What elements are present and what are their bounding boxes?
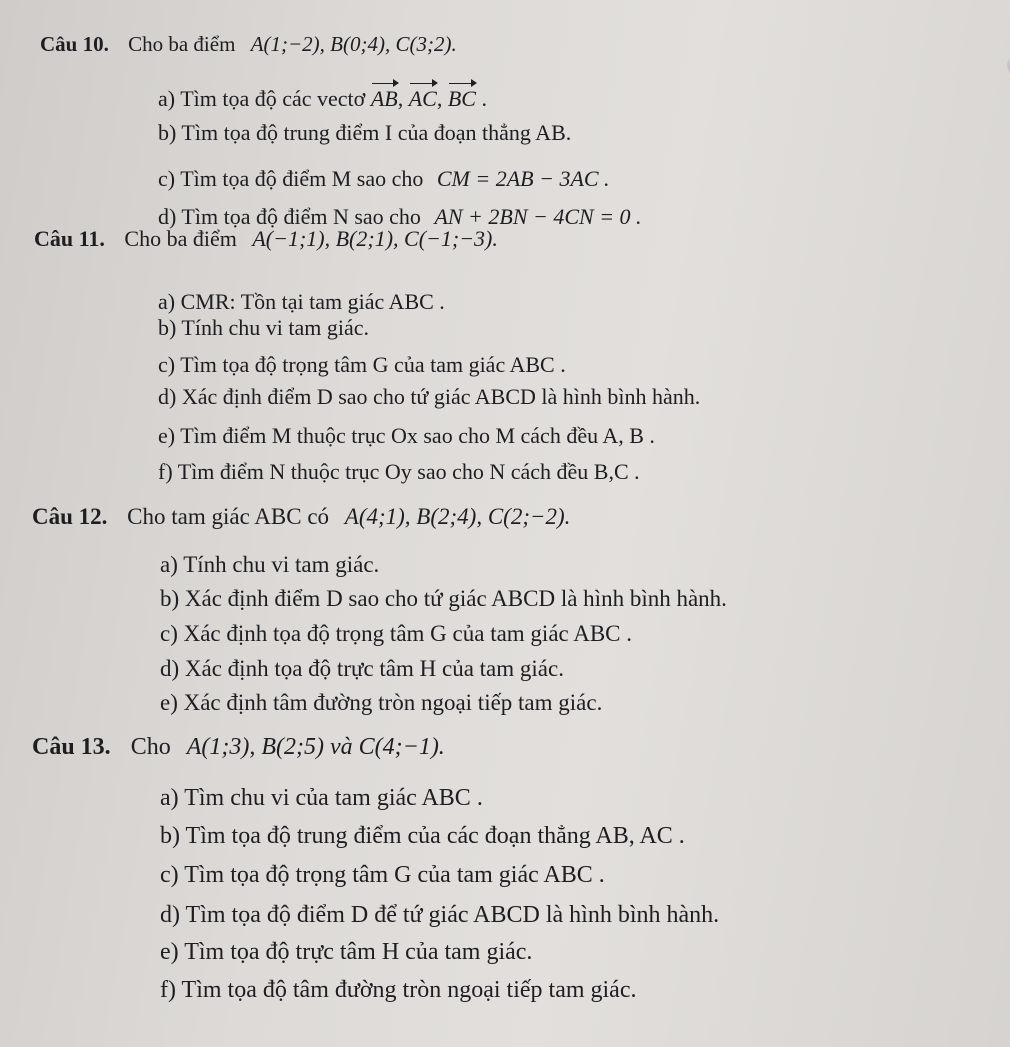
q10-c xyxy=(158,165,610,193)
q13-item: e) Tìm tọa độ trực tâm H của tam giác. xyxy=(160,939,533,965)
q12-item: a) Tính chu vi tam giác. xyxy=(160,552,380,577)
q12-title: Câu 12. xyxy=(32,504,108,529)
q12-intro: Cho tam giác ABC có xyxy=(127,504,330,529)
q11-item: d) Xác định điểm D sao cho tứ giác ABCD là hình bình hành. xyxy=(158,384,701,409)
q13-item: b) Tìm tọa độ trung điểm của các đoạn thẳng AB, AC . xyxy=(160,823,685,849)
q11-header xyxy=(34,225,498,253)
q11-item: e) Tìm điểm M thuộc trục Ox sao cho M cách đều A, B . xyxy=(158,423,655,448)
q13-item: d) Tìm tọa độ điểm D để tứ giác ABCD là hình bình hành. xyxy=(160,902,720,928)
q12-header xyxy=(32,503,570,531)
q10-d-expr: AN + 2BN − 4CN = 0 . xyxy=(434,204,642,229)
q13-item: c) Tìm tọa độ trọng tâm G của tam giác ABC . xyxy=(160,862,605,888)
q12-item: d) Xác định tọa độ trực tâm H của tam giác. xyxy=(160,656,564,681)
q12-item: c) Xác định tọa độ trọng tâm G của tam giác ABC . xyxy=(160,621,633,646)
q10-points: A(1;−2), B(0;4), C(3;2). xyxy=(250,32,457,56)
vector-bc: BC xyxy=(447,86,476,111)
q10-a-text: a) Tìm tọa độ các vectơ xyxy=(158,86,366,111)
q10-b: b) Tìm tọa độ trung điểm I của đoạn thẳng AB. xyxy=(158,120,572,145)
q11-item: a) CMR: Tồn tại tam giác ABC . xyxy=(158,289,445,314)
q13-intro: Cho xyxy=(130,734,171,760)
q11-item: c) Tìm tọa độ trọng tâm G của tam giác ABC . xyxy=(158,352,566,377)
q13-item: f) Tìm tọa độ tâm đường tròn ngoại tiếp tam giác. xyxy=(160,977,637,1003)
q13-item: a) Tìm chu vi của tam giác ABC . xyxy=(160,785,483,811)
q10-intro: Cho ba điểm xyxy=(128,32,236,56)
q13-title: Câu 13. xyxy=(32,734,111,760)
q10-title: Câu 10. xyxy=(40,32,109,56)
q11-title: Câu 11. xyxy=(34,226,105,251)
q13-header xyxy=(32,733,445,761)
vector-ac: AC xyxy=(408,86,437,111)
q11-item: b) Tính chu vi tam giác. xyxy=(158,315,369,340)
q10-a: a) Tìm tọa độ các vectơ AB, AC, BC . xyxy=(158,86,487,111)
q10-c-text: c) Tìm tọa độ điểm M sao cho xyxy=(158,166,424,191)
q10-d-text: d) Tìm tọa độ điểm N sao cho xyxy=(158,204,421,229)
q11-intro: Cho ba điểm xyxy=(124,226,237,251)
q12-item: e) Xác định tâm đường tròn ngoại tiếp tam giác. xyxy=(160,690,603,715)
q13-points: A(1;3), B(2;5) và C(4;−1). xyxy=(186,734,445,760)
q10-c-expr: CM = 2AB − 3AC . xyxy=(436,166,610,191)
q10-header xyxy=(40,30,457,58)
q12-item: b) Xác định điểm D sao cho tứ giác ABCD là hình bình hành. xyxy=(160,586,727,611)
q11-item: f) Tìm điểm N thuộc trục Oy sao cho N cách đều B,C . xyxy=(158,459,640,484)
q11-points: A(−1;1), B(2;1), C(−1;−3). xyxy=(252,226,498,251)
vector-ab: AB xyxy=(370,86,398,111)
q12-points: A(4;1), B(2;4), C(2;−2). xyxy=(344,504,571,529)
